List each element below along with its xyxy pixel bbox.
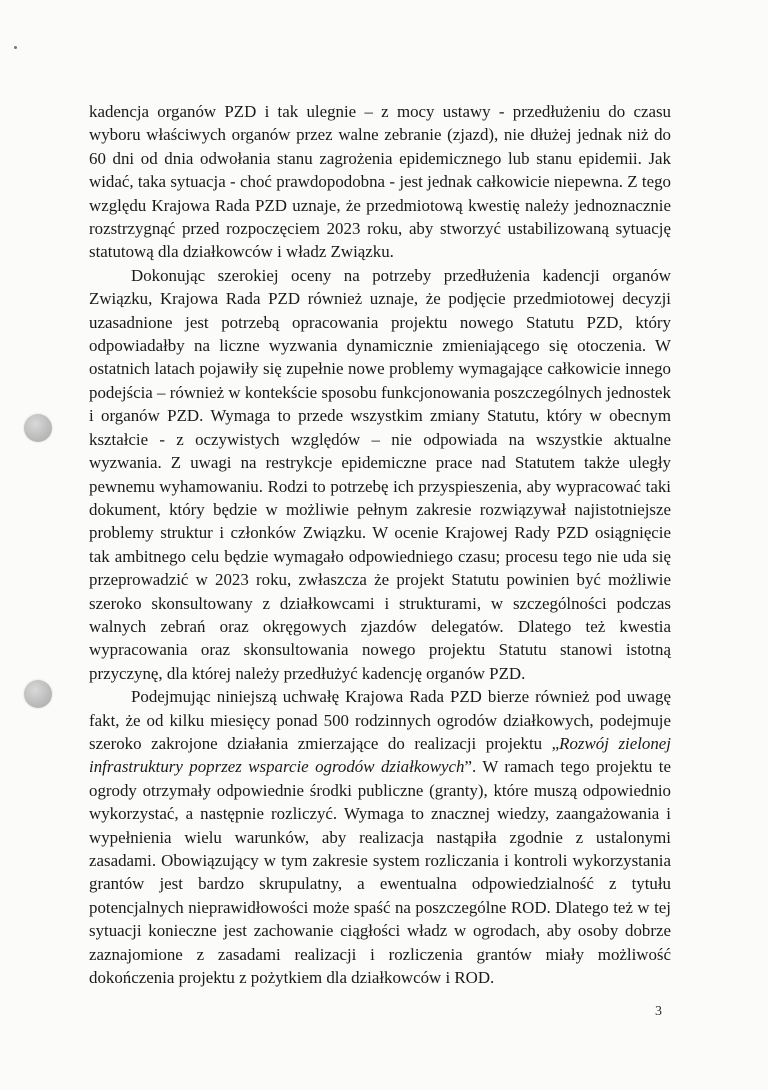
paragraph [89,264,671,685]
project-title-italic: Rozwój zielonej infrastruktury poprzez wsparcie ogrodów działkowych [89,733,671,777]
paragraph-text: ”. W ramach tego projektu te ogrody otrzymały odpowiednie środki publiczne (granty), które muszą odpowiednio wykorzystać, a następnie rozliczyć. Wymaga to znacznej wiedzy, zaangażowania i wypełnienia wielu warunków, aby realizacja nastąpiła zgodnie z ustalonymi zasadami. Obowiązujący w tym zakresie system rozliczania i kontroli wykorzystania grantów jest bardzo skrupulatny, a ewentualna odpowiedzialność z tytułu potencjalnych nieprawidłowości może spaść na poszczególne ROD. Dlatego też w tej sytuacji konieczne jest zachowanie ciągłości władz w ogrodach, aby osoby dobrze zaznajomione z zasadami realizacji i rozliczenia grantów miały możliwość dokończenia projektu z pożytkiem dla działkowców i ROD. [89,757,671,988]
body-text [89,100,671,989]
paragraph-text: kadencja organów PZD i tak ulegnie – z mocy ustawy - przedłużeniu do czasu wyboru właściwych organów przez walne zebranie (zjazd), nie dłużej jednak niż do 60 dni od dnia odwołania stanu zagrożenia epidemicznego lub stanu epidemii. Jak widać, taka sytuacja - choć prawdopodobna - jest jednak całkowicie niepewna. Z tego względu Krajowa Rada PZD uznaje, że przedmiotową kwestię należy jednoznacznie rozstrzygnąć przed rozpoczęciem 2023 roku, aby stworzyć ustabilizowaną sytuację statutową dla działkowców i władz Związku. [89,102,671,262]
paragraph-text: Podejmując niniejszą uchwałę Krajowa Rada PZD bierze również pod uwagę fakt, że od kilku miesięcy ponad 500 rodzinnych ogrodów działkowych, podejmuje szeroko zakrojone działania zmierzające do realizacji projektu „ [89,687,671,753]
paragraph-text: Dokonując szerokiej oceny na potrzeby przedłużenia kadencji organów Związku, Krajowa Rada PZD również uznaje, że podjęcie przedmiotowej decyzji uzasadnione jest potrzebą opracowania projektu nowego Statutu PZD, który odpowiadałby na liczne wyzwania dynamicznie zmieniającego się otoczenia. W ostatnich latach pojawiły się zupełnie nowe problemy wymagające całkowicie innego podejścia – również w kontekście sposobu funkcjonowania poszczególnych jednostek i organów PZD. Wymaga to przede wszystkim zmiany Statutu, który w obecnym kształcie - z oczywistych względów – nie odpowiada na wszystkie aktualne wyzwania. Z uwagi na restrykcje epidemiczne prace nad Statutem także uległy pewnemu wyhamowaniu. Rodzi to potrzebę ich przyspieszenia, aby wypracować taki dokument, który będzie w możliwie pełnym zakresie rozwiązywał najistotniejsze problemy struktur i członków Związku. W ocenie Krajowej Rady PZD osiągnięcie tak ambitnego celu będzie wymagało odpowiedniego czasu; procesu tego nie uda się przeprowadzić w 2023 roku, zwłaszcza że projekt Statutu powinien być możliwie szeroko skonsultowany z działkowcami i strukturami, w szczególności podczas walnych zebrań oraz okręgowych zjazdów delegatów. Dlatego też kwestia wypracowania oraz skonsultowania nowego projektu Statutu stanowi istotną przyczynę, dla której należy przedłużyć kadencję organów PZD. [89,265,671,683]
punch-hole [24,680,52,708]
paragraph [89,685,671,989]
paragraph [89,100,671,264]
scan-speck [14,46,17,49]
punch-hole [24,414,52,442]
page-number: 3 [655,1004,662,1019]
